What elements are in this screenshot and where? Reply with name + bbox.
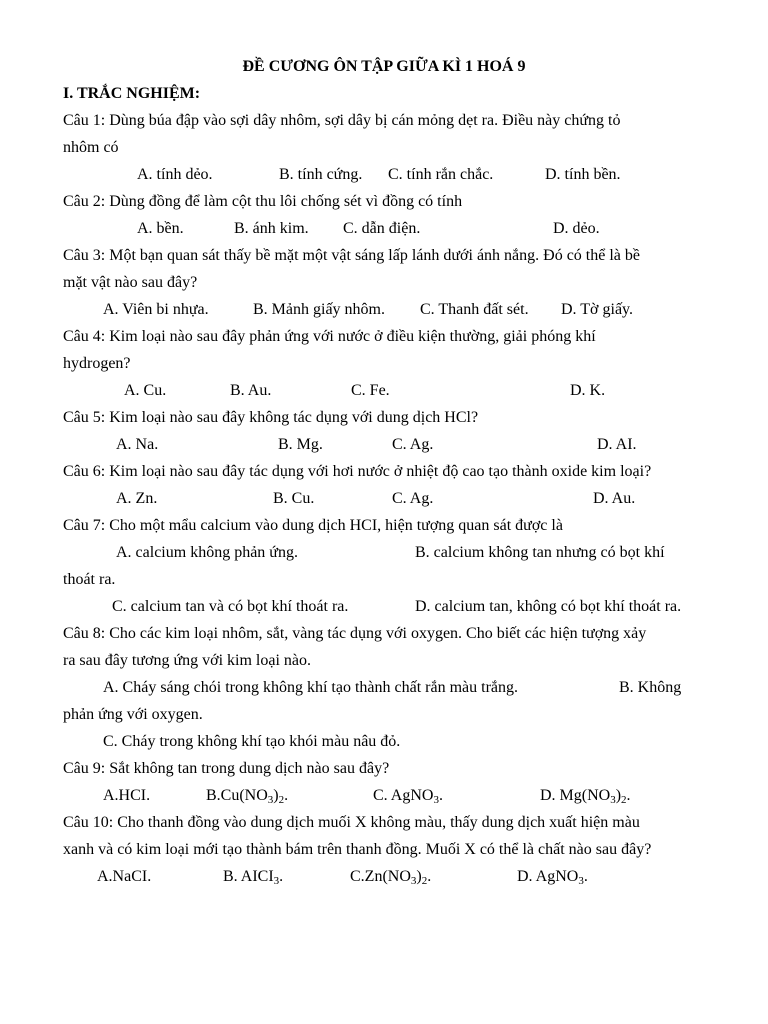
question-8-option-a: A. Cháy sáng chói trong không khí tạo thành chất rắn màu trắng. [103,679,519,696]
question-4-option-a: A. Cu. [124,382,167,399]
question-2-text: Câu 2: Dùng đồng để làm cột thu lôi chống sét vì đồng có tính [63,193,463,210]
question-2-option-a: A. bền. [137,220,184,237]
question-7-option-c: C. calcium tan và có bọt khí thoát ra. [112,598,349,615]
question-7-option-a: A. calcium không phản ứng. [116,544,298,561]
question-9-text: Câu 9: Sắt không tan trong dung dịch nào sau đây? [63,760,390,777]
question-8-option-b: B. Không [619,679,682,696]
question-9-option-b: $B.Cu(NO_3)_2$. [206,787,289,806]
question-10-option-a: A.NaCI. [97,868,152,885]
question-1-text: Câu 1: Dùng búa đập vào sợi dây nhôm, sợi dây bị cán mỏng dẹt ra. Điều này chứng tỏ [63,112,621,129]
question-10-text: Câu 10: Cho thanh đồng vào dung dịch muối X không màu, thấy dung dịch xuất hiện màu [63,814,640,831]
question-4-option-d: D. K. [570,382,606,399]
question-10-option-b: B. $AICI_3$. [223,868,284,887]
question-8-text-cont: ra sau đây tương ứng với kim loại nào. [63,652,311,669]
question-10-option-c: $C.Zn(NO_3)_2$. [350,868,432,887]
question-2-option-d: D. dẻo. [553,220,600,237]
question-8-option-b-cont: phản ứng với oxygen. [63,706,203,723]
question-3-option-d: D. Tờ giấy. [561,301,634,318]
question-1-option-c: C. tính rắn chắc. [388,166,494,183]
question-1-option-a: A. tính dẻo. [137,166,213,183]
question-5-option-c: C. Ag. [392,436,434,453]
question-3-option-a: A. Viên bi nhựa. [103,301,209,318]
question-3-text-cont: mặt vật nào sau đây? [63,274,198,291]
question-1-option-b: B. tính cứng. [279,166,363,183]
question-8-text: Câu 8: Cho các kim loại nhôm, sắt, vàng tác dụng với oxygen. Cho biết các hiện tượng xảy [63,625,647,642]
question-9-option-a: A.HCI. [103,787,151,804]
question-4-option-b: B. Au. [230,382,272,399]
question-9-option-d: D. $Mg(NO_3)_2$. [540,787,631,806]
question-4-text: Câu 4: Kim loại nào sau đây phản ứng với nước ở điều kiện thường, giải phóng khí [63,328,596,345]
question-3-option-c: C. Thanh đất sét. [420,301,529,318]
question-6-option-c: C. Ag. [392,490,434,507]
question-6-option-b: B. Cu. [273,490,315,507]
question-5-option-d: D. AI. [597,436,637,453]
question-6-option-a: A. Zn. [116,490,158,507]
question-3-option-b: B. Mảnh giấy nhôm. [253,301,385,318]
question-7-text: Câu 7: Cho một mẩu calcium vào dung dịch HCI, hiện tượng quan sát được là [63,517,563,534]
question-5-option-a: A. Na. [116,436,159,453]
question-4-text-cont: hydrogen? [63,355,131,372]
question-9-option-c: C. AgNO$_3$. [373,787,443,806]
question-2-option-c: C. dẫn điện. [343,220,421,237]
question-10-option-d: D. AgNO$_3$. [517,868,588,887]
document-title: ĐỀ CƯƠNG ÔN TẬP GIỮA KÌ 1 HOÁ 9 [242,58,526,75]
question-4-option-c: C. Fe. [351,382,390,399]
question-7-option-d: D. calcium tan, không có bọt khí thoát ra. [415,598,682,615]
question-3-text: Câu 3: Một bạn quan sát thấy bề mặt một vật sáng lấp lánh dưới ánh nắng. Đó có thể là bề [63,247,640,264]
question-10-text-cont: xanh và có kim loại mới tạo thành bám trên thanh đồng. Muối X có thể là chất nào sau đây? [63,841,652,858]
question-5-text: Câu 5: Kim loại nào sau đây không tác dụng với dung dịch HCl? [63,409,479,426]
question-7-option-b-cont: thoát ra. [63,571,116,588]
question-8-option-c: C. Cháy trong không khí tạo khói màu nâu đỏ. [103,733,401,750]
section-heading: I. TRẮC NGHIỆM: [63,85,201,102]
question-5-option-b: B. Mg. [278,436,323,453]
question-7-option-b: B. calcium không tan nhưng có bọt khí [415,544,665,561]
question-6-text: Câu 6: Kim loại nào sau đây tác dụng với hơi nước ở nhiệt độ cao tạo thành oxide kim loại? [63,463,652,480]
question-2-option-b: B. ánh kim. [234,220,309,237]
question-6-option-d: D. Au. [593,490,636,507]
question-1-option-d: D. tính bền. [545,166,621,183]
question-1-text-cont: nhôm có [63,139,119,156]
